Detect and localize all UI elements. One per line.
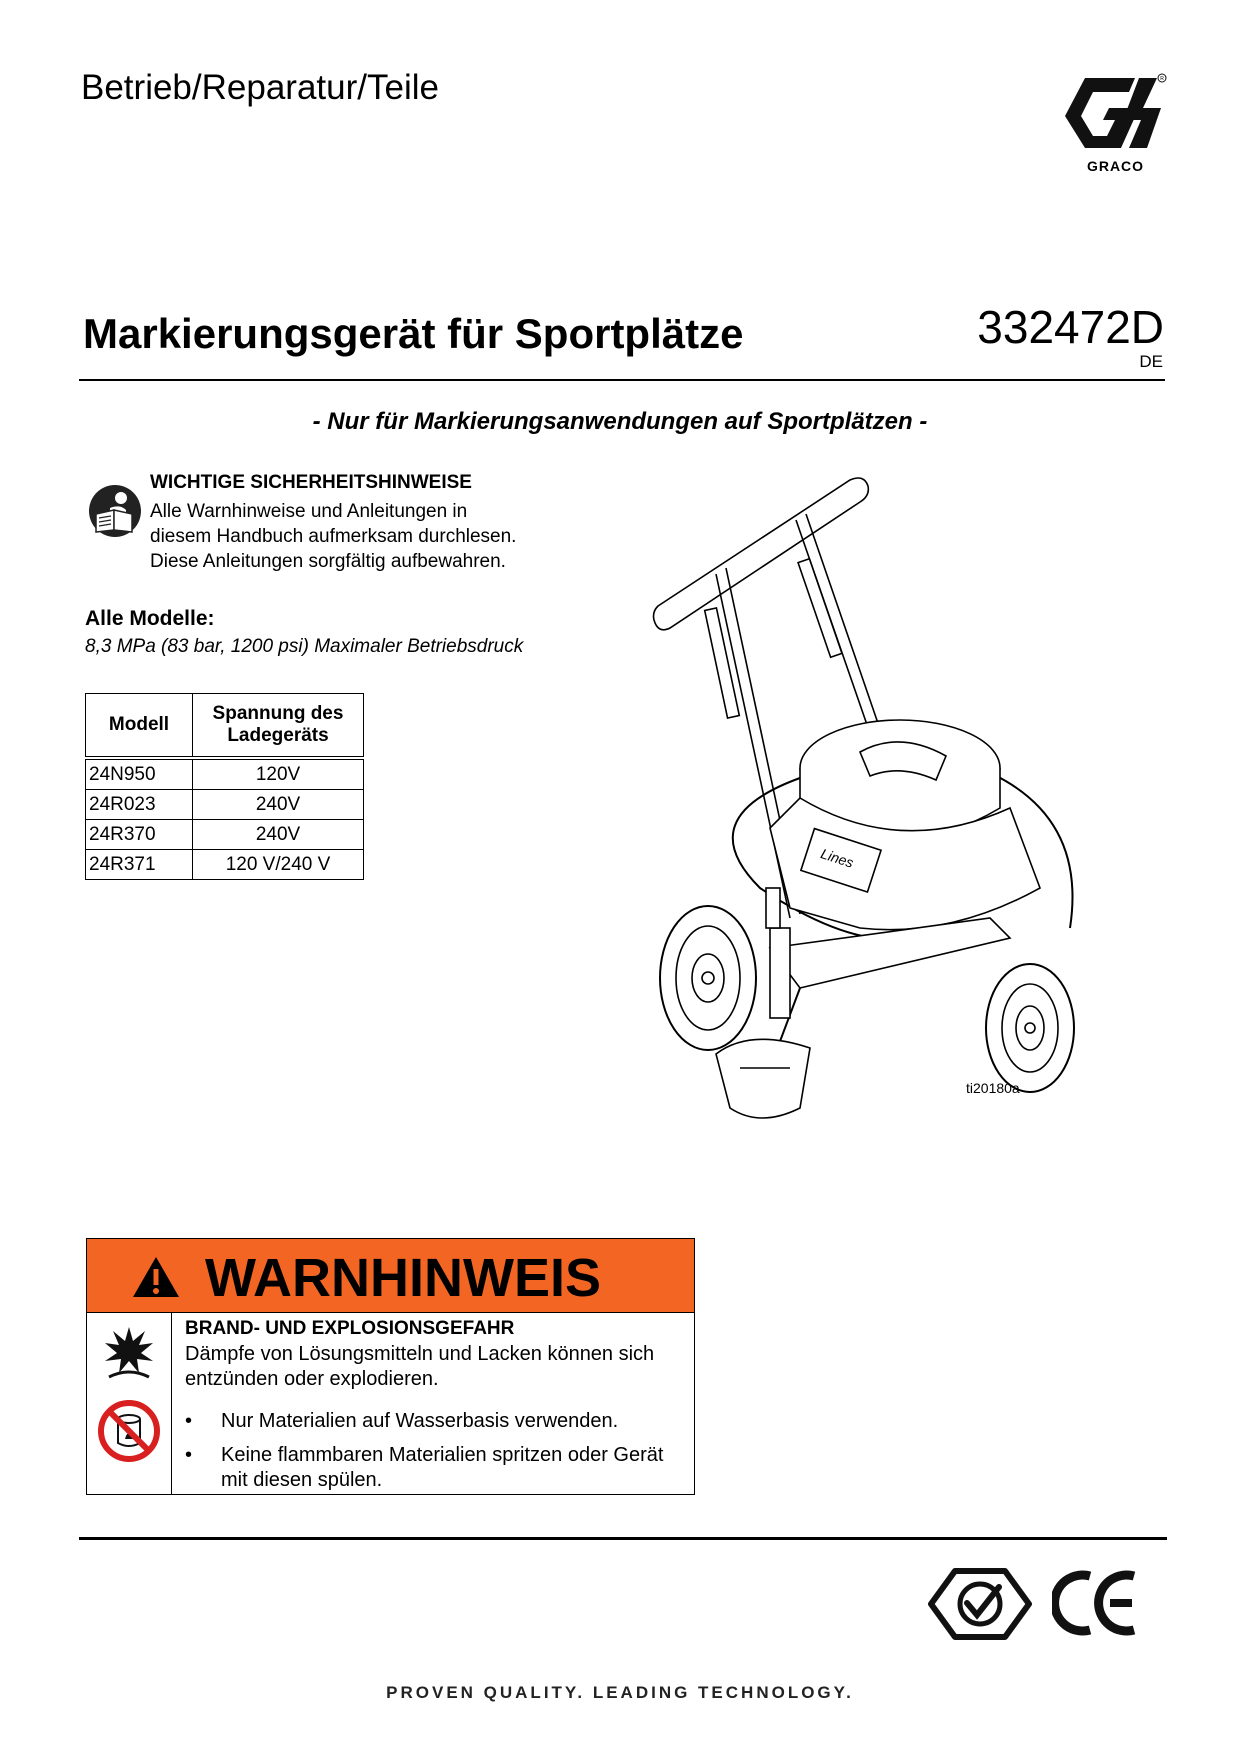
voltage-cell: 240V: [193, 790, 364, 820]
safety-title: WICHTIGE SICHERHEITSHINWEISE: [150, 472, 472, 493]
voltage-cell: 240V: [193, 820, 364, 850]
table-row: [86, 758, 364, 790]
subtitle: - Nur für Markierungsanwendungen auf Sportplätzen -: [312, 408, 928, 435]
header-rule: [79, 379, 1165, 381]
document-number: 332472D: [977, 301, 1164, 353]
warning-signal-word: WARNHINWEIS: [205, 1248, 601, 1308]
hazard-line: Dämpfe von Lösungsmitteln und Lacken können sich: [185, 1343, 655, 1365]
models-table: [85, 693, 364, 880]
column-header-voltage: Spannung des Ladegeräts: [193, 694, 364, 759]
list-item-text: Nur Materialien auf Wasserbasis verwenden.: [221, 1410, 619, 1432]
column-header-model: Modell: [86, 694, 193, 759]
read-manual-icon: [88, 484, 142, 538]
list-item-text: Keine flammbaren Materialien spritzen oder Gerät: [221, 1444, 664, 1466]
model-cell: 24R370: [86, 820, 193, 850]
list-item-text: mit diesen spülen.: [221, 1469, 383, 1491]
footer-rule: [79, 1537, 1167, 1540]
line-marker-illustration: [650, 468, 1110, 1128]
voltage-cell: 120 V/240 V: [193, 850, 364, 880]
list-item: [185, 1409, 663, 1434]
svg-text:Lines: Lines: [818, 845, 856, 871]
hazard-description: [185, 1342, 654, 1392]
rcm-mark-icon: [927, 1567, 1033, 1641]
model-cell: 24R371: [86, 850, 193, 880]
graco-logo: [1063, 72, 1168, 182]
bullet-icon: •: [185, 1410, 193, 1432]
figure-code: ti20180a: [966, 1080, 1020, 1096]
model-cell: 24R023: [86, 790, 193, 820]
hazard-instructions: [185, 1409, 663, 1502]
list-item: [185, 1443, 663, 1493]
footer-tagline: PROVEN QUALITY. LEADING TECHNOLOGY.: [386, 1683, 854, 1702]
brand-name: GRACO: [1086, 158, 1145, 174]
warning-content: [171, 1312, 694, 1495]
safety-line: diesem Handbuch aufmerksam durchlesen.: [150, 526, 517, 547]
explosion-icon: [103, 1323, 155, 1379]
table-row: [86, 820, 364, 850]
page-title: Markierungsgerät für Sportplätze: [83, 310, 744, 357]
voltage-cell: 120V: [193, 758, 364, 790]
hazard-line: entzünden oder explodieren.: [185, 1368, 439, 1390]
warning-icon-column: [87, 1312, 172, 1495]
models-title: Alle Modelle:: [85, 607, 215, 630]
table-row: [86, 790, 364, 820]
warning-triangle-icon: [131, 1255, 181, 1299]
safety-line: Diese Anleitungen sorgfältig aufbewahren.: [150, 551, 506, 572]
model-cell: 24N950: [86, 758, 193, 790]
table-row: [86, 850, 364, 880]
document-type: Betrieb/Reparatur/Teile: [81, 68, 439, 107]
hazard-title: BRAND- UND EXPLOSIONSGEFAHR: [185, 1318, 515, 1339]
no-flammable-materials-icon: [97, 1399, 161, 1463]
safety-line: Alle Warnhinweise und Anleitungen in: [150, 501, 468, 522]
warning-box: [86, 1238, 695, 1495]
language-code: DE: [1139, 352, 1163, 371]
ce-mark-icon: [1052, 1568, 1142, 1638]
svg-text:R: R: [1160, 76, 1164, 82]
warning-header: [87, 1239, 694, 1312]
bullet-icon: •: [185, 1444, 193, 1466]
max-pressure: 8,3 MPa (83 bar, 1200 psi) Maximaler Betriebsdruck: [85, 636, 524, 657]
safety-text: [150, 499, 516, 574]
